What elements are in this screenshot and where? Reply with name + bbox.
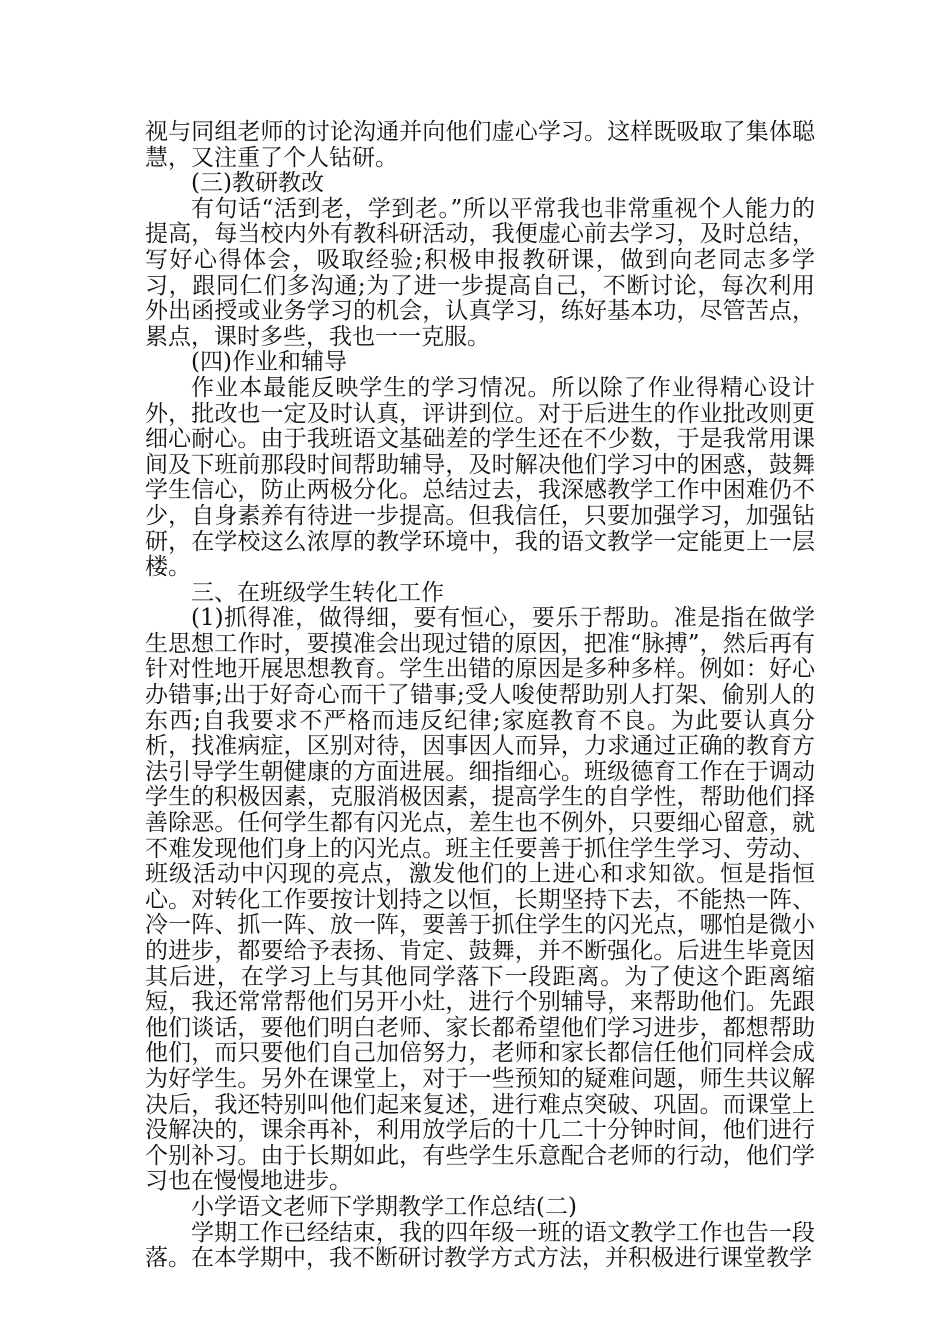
section-heading-student-transformation: 三、在班级学生转化工作: [191, 579, 444, 606]
paragraph-summary-two-intro: 学期工作已经结束，我的四年级一班的语文教学工作也告一段落。在本学期中，我不断研讨教学方式方法，并积极进行课堂教学: [145, 1219, 815, 1272]
article-heading-summary-two: 小学语文老师下学期教学工作总结(二): [191, 1193, 577, 1220]
paragraph-continuation: 视与同组老师的讨论沟通并向他们虚心学习。这样既吸取了集体聪慧，又注重了个人钻研。: [145, 119, 815, 171]
section-heading-research-reform: (三)教研教改: [191, 170, 324, 197]
paragraph-research-reform: 有句话“活到老，学到老。”所以平常我也非常重视个人能力的提高，每当校内外有教科研活动，我便虚心前去学习，及时总结，写好心得体会，吸取经验;积极申报教研课，做到向老同志多学习，跟同仁们多沟通;为了进一步提高自己，不断讨论，每次利用外出函授或业务学习的机会，认真学习，练好基本功，尽管苦点，累点，课时多些，我也一一克服。: [145, 195, 815, 350]
paragraph-student-transformation: (1)抓得准，做得细，要有恒心，要乐于帮助。准是指在做学生思想工作时，要摸准会出现过错的原因，把准“脉搏”，然后再有针对性地开展思想教育。学生出错的原因是多种多样。例如：好心办错事;出于好奇心而干了错事;受人唆使帮助别人打架、偷别人的东西;自我要求不严格而违反纪律;家庭教育不良。为此要认真分析，找准病症，区别对待，因事因人而异，力求通过正确的教育方法引导学生朝健康的方面进展。细指细心。班级德育工作在于调动学生的积极因素，克服消极因素，提高学生的自学性，帮助他们择善除恶。任何学生都有闪光点，差生也不例外，只要细心留意，就不难发现他们身上的闪光点。班主任要善于抓住学生学习、劳动、班级活动中闪现的亮点，激发他们的上进心和求知欲。恒是指恒心。对转化工作要按计划持之以恒，长期坚持下去，不能热一阵、冷一阵、抓一阵、放一阵，要善于抓住学生的闪光点，哪怕是微小的进步，都要给予表扬、肯定、鼓舞，并不断强化。后进生毕竟因其后进，在学习上与其他同学落下一段距离。为了使这个距离缩短，我还常常帮他们另开小灶，进行个别辅导，来帮助他们。先跟他们谈话，要他们明白老师、家长都希望他们学习进步，都想帮助他们，而只要他们自己加倍努力，老师和家长都信任他们同样会成为好学生。另外在课堂上，对于一些预知的疑难问题，师生共议解决后，我还特别叫他们起来复述，进行难点突破、巩固。而课堂上没解决的，课余再补，利用放学后的十几二十分钟时间，他们进行个别补习。由于长期如此，有些学生乐意配合老师的行动，他们学习也在慢慢地进步。: [145, 605, 815, 1195]
document-page: [145, 120, 815, 1272]
paragraph-homework-tutoring: 作业本最能反映学生的学习情况。所以除了作业得精心设计外，批改也一定及时认真，评讲到位。对于后进生的作业批改则更细心耐心。由于我班语文基础差的学生还在不少数，于是我常用课间及下班前那段时间帮助辅导，及时解决他们学习中的困惑，鼓舞学生信心，防止两极分化。总结过去，我深感教学工作中困难仍不少，自身素养有待进一步提高。但我信任，只要加强学习，加强钻研，在学校这么浓厚的教学环境中，我的语文教学一定能更上一层楼。: [145, 374, 815, 581]
section-heading-homework-tutoring: (四)作业和辅导: [191, 349, 347, 376]
